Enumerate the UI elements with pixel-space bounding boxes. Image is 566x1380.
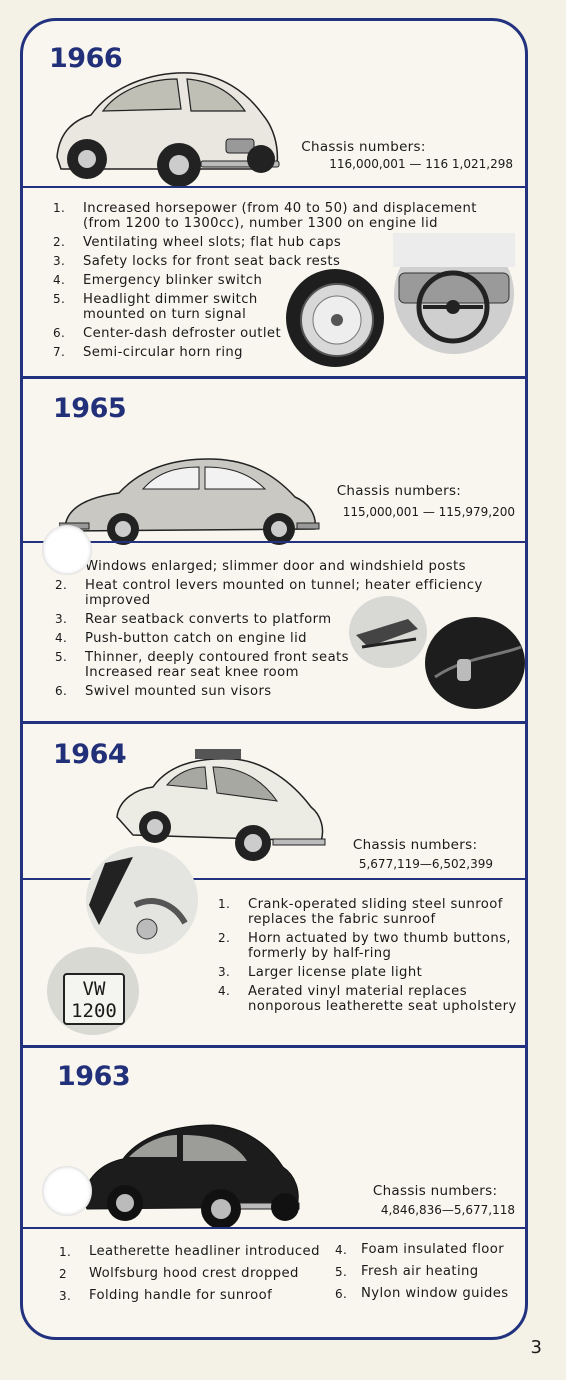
feature-item: 6. Nylon window guides [335, 1286, 509, 1301]
feature-item: 2. Ventilating wheel slots; flat hub caps [53, 235, 342, 250]
divider [23, 1045, 525, 1048]
binder-hole [42, 1166, 92, 1216]
seatback-photo [348, 595, 428, 669]
plate-line-1: VW [82, 978, 106, 1000]
feature-item: 4. Foam insulated floor [335, 1242, 505, 1257]
chassis-1966 [301, 139, 513, 173]
plate-line-2: 1200 [71, 1000, 117, 1022]
divider [23, 541, 525, 543]
feature-item: 5. Fresh air heating [335, 1264, 479, 1279]
year-heading-1965: 1965 [53, 393, 127, 424]
feature-item: 3. Rear seatback converts to platform [55, 612, 332, 627]
chassis-label: Chassis numbers: [336, 483, 462, 499]
engine-lid-photo [425, 617, 525, 709]
feature-item: 1. Leatherette headliner introduced [59, 1244, 320, 1259]
feature-item: Windows enlarged; slimmer door and windshield posts [85, 559, 466, 574]
feature-item: 4. Emergency blinker switch [53, 273, 263, 288]
feature-item: 4. Aerated vinyl material replaces nonporous leatherette seat upholstery [218, 984, 517, 1014]
year-heading-1966: 1966 [49, 43, 123, 74]
feature-item: 4. Push-button catch on engine lid [55, 631, 307, 646]
feature-item: 3. Safety locks for front seat back rests [53, 254, 341, 269]
car-photo-1963 [77, 1117, 303, 1227]
feature-item: 7. Semi-circular horn ring [53, 345, 243, 360]
feature-item: 6. Center-dash defroster outlet [53, 326, 282, 341]
chassis-1963 [372, 1183, 515, 1219]
feature-list-1964 [218, 897, 518, 1018]
feature-item: 2 Wolfsburg hood crest dropped [59, 1266, 299, 1281]
license-plate-photo [47, 947, 139, 1035]
year-heading-1964: 1964 [53, 739, 127, 770]
page-number: 3 [530, 1337, 542, 1358]
chassis-1964 [352, 837, 493, 873]
chassis-1965 [336, 483, 515, 521]
divider [23, 376, 525, 379]
divider [23, 186, 525, 188]
chassis-range: 4,846,836—5,677,118 [380, 1203, 515, 1217]
car-photo-1966 [51, 65, 281, 189]
chassis-label: Chassis numbers: [372, 1183, 498, 1199]
divider [23, 721, 525, 724]
binder-hole [42, 525, 92, 575]
chassis-range: 116,000,001 — 116 1,021,298 [329, 157, 513, 171]
divider [23, 1227, 525, 1229]
chassis-label: Chassis numbers: [352, 837, 478, 853]
dashboard-photo [393, 233, 515, 355]
feature-list-1963-left [59, 1243, 339, 1309]
feature-item: 5. Thinner, deeply contoured front seats Increased rear seat knee room [55, 650, 349, 680]
feature-item: 2. Heat control levers mounted on tunnel; heater efficiency improved [55, 578, 483, 608]
chassis-range: 5,677,119—6,502,399 [358, 857, 493, 871]
year-heading-1963: 1963 [57, 1061, 131, 1092]
sunroof-crank-photo [85, 845, 199, 955]
feature-item: 6. Swivel mounted sun visors [55, 684, 272, 699]
feature-item: 1. Crank-operated sliding steel sunroof replaces the fabric sunroof [218, 897, 503, 927]
feature-list-1963-right [335, 1241, 521, 1307]
car-photo-1965 [59, 445, 321, 545]
feature-item: 1. Increased horsepower (from 40 to 50) and displacement (from 1200 to 1300cc), number 1300 on engine lid [53, 201, 477, 231]
license-plate [63, 973, 125, 1025]
chassis-range: 115,000,001 — 115,979,200 [342, 505, 515, 519]
chassis-label: Chassis numbers: [301, 139, 426, 155]
feature-item: 3. Larger license plate light [218, 965, 423, 980]
feature-item: 2. Horn actuated by two thumb buttons, formerly by half-ring [218, 931, 511, 961]
feature-item: 3. Folding handle for sunroof [59, 1288, 273, 1303]
page-frame [20, 18, 528, 1340]
feature-item: 5. Headlight dimmer switch mounted on turn signal [53, 292, 258, 322]
hubcap-photo [283, 268, 387, 368]
